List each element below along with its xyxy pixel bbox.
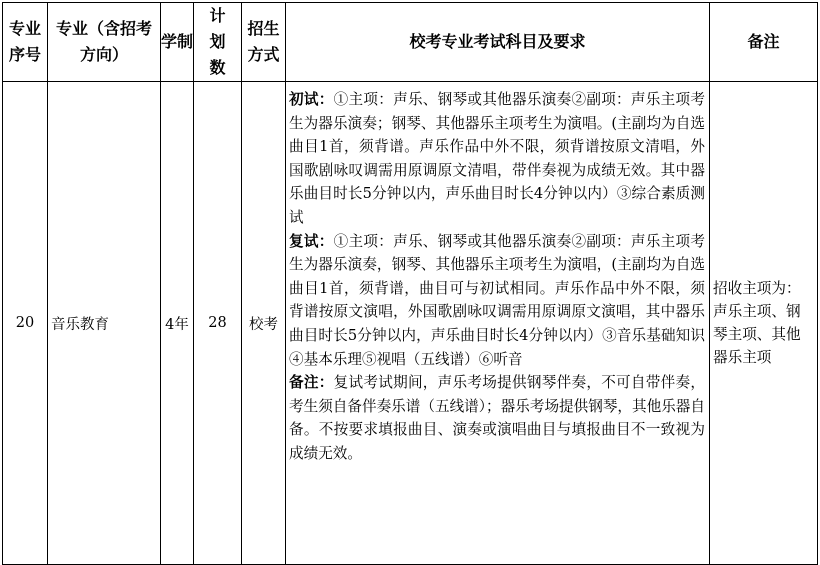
retest-text: ①主项：声乐、钢琴或其他器乐演奏②副项：声乐主项考生为器乐演奏，钢琴、其他器乐主项考生为演唱，(主副均为自选曲目1首，须背谱，曲目可与初试相同。声乐作品中外不限，须背谱按原文演唱，外国歌剧咏叹调需用原调原文演唱，其中器乐曲目时长5分钟以内，声乐曲目时长4分钟以内）③音乐基础知识④基本乐理⑤视唱（五线谱）⑥听音 (289, 232, 705, 368)
admission-table (2, 2, 818, 565)
header-row (3, 3, 818, 82)
header-years: 学制 (161, 3, 194, 82)
cell-method: 校考 (242, 82, 286, 565)
cell-years: 4年 (161, 82, 194, 565)
header-method: 招生方式 (242, 3, 286, 82)
prelim-block (289, 88, 705, 230)
cell-remarks: 招收主项为：声乐主项、钢琴主项、其他器乐主项 (710, 82, 818, 565)
prelim-text: ①主项：声乐、钢琴或其他器乐演奏②副项：声乐主项考生为器乐演奏；钢琴、其他器乐主项考生为演唱。(主副均为自选曲目1首，须背谱。声乐作品中外不限，须背谱按原文清唱，外国歌剧咏叹调需用原调原文清唱，带伴奏视为成绩无效。其中器乐曲目时长5分钟以内，声乐曲目时长4分钟以内）③综合素质测试 (289, 91, 705, 226)
cell-plan: 28 (194, 82, 242, 565)
header-requirements: 校考专业考试科目及要求 (286, 3, 710, 82)
retest-block (289, 230, 705, 372)
cell-major: 音乐教育 (48, 82, 161, 565)
header-seq: 专业序号 (3, 3, 48, 82)
note-label: 备注： (289, 374, 334, 392)
cell-seq: 20 (3, 82, 48, 565)
note-block (289, 371, 705, 465)
prelim-label: 初试： (289, 91, 334, 108)
header-remarks: 备注 (710, 3, 818, 82)
retest-label: 复试： (289, 232, 334, 250)
header-plan: 计划数 (194, 3, 242, 82)
cell-requirements (286, 82, 710, 565)
table-row (3, 82, 818, 565)
header-major: 专业（含招考方向） (48, 3, 161, 82)
note-text: 复试考试期间，声乐考场提供钢琴伴奏，不可自带伴奏，考生须自备伴奏乐谱（五线谱）；器乐考场提供钢琴，其他乐器自备。不按要求填报曲目、演奏或演唱曲目与填报曲目不一致视为成绩无效。 (289, 374, 705, 462)
